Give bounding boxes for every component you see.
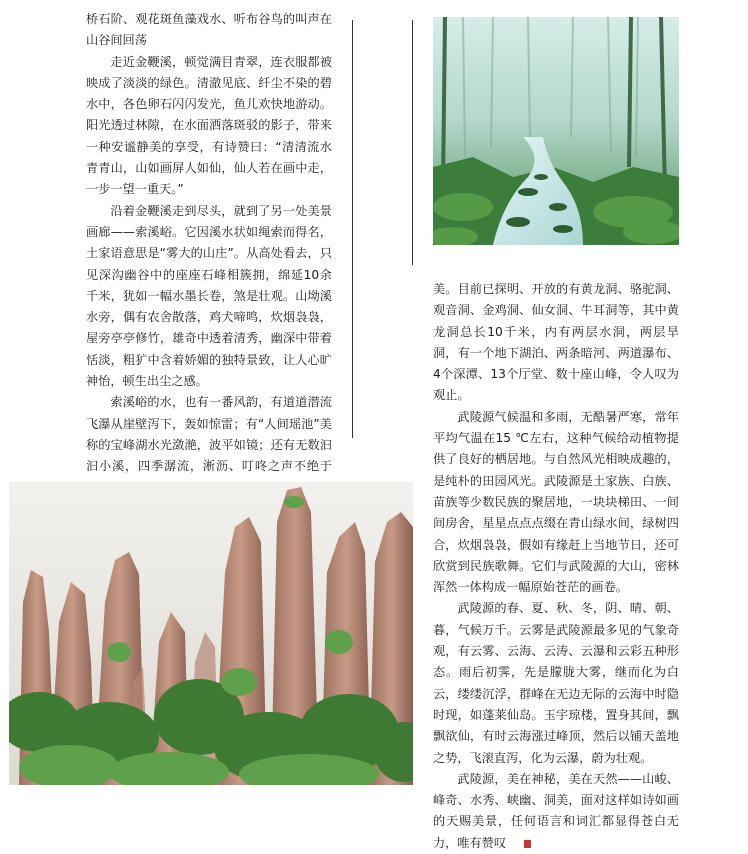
- end-of-article-mark: [524, 840, 531, 848]
- right-paragraph-3: 武陵源的春、夏、秋、冬，阴、晴、朝、暮，气候万千。云雾是武陵源最多见的气象奇观，有云雾、云海、云涛、云瀑和云彩五种形态。雨后初霁，先是朦胧大雾，继而化为白云，缕缕沉浮，群峰在无边无际的云海中时隐时现，如蓬莱仙岛。玉宇琼楼，置身其间，飘飘欲仙，有时云海涨过峰顶，然后以铺天盖地之势，飞滚直泻，化为云瀑，蔚为壮观。: [433, 601, 679, 765]
- right-paragraph-1: 美。目前已探明、开放的有黄龙洞、骆驼洞、观音洞、金鸡洞、仙女洞、牛耳洞等，其中黄龙洞总长10千米，内有两层水洞，两层旱洞，有一个地下湖泊、两条暗河、两道瀑布、4个深潭、13个厅堂、数十座山峰，令人叹为观止。: [433, 282, 679, 403]
- left-paragraph-1: 桥石阶、观花斑鱼藻戏水、听布谷鸟的叫声在山谷间回荡: [86, 12, 332, 48]
- right-paragraph-4-text: 武陵源，美在神秘，美在天然——山峻、峰奇、水秀、峡幽、洞美，面对这样如诗如画的天赐美景，任何语言和词汇都显得苍白无力，唯有赞叹: [433, 771, 679, 850]
- sandstone-peaks-photo: [9, 482, 413, 785]
- right-text-column: [433, 279, 679, 854]
- right-paragraph-2: 武陵源气候温和多雨，无酷暑严寒，常年平均气温在15 ℃左右，这种气候给动植物提供了良好的栖居地。与自然风光相映成趣的，是纯朴的田园风光。武陵源是土家族、白族、苗族等少数民族的聚居地，一块块梯田、一间间房舍，星星点点点缀在青山绿水间，绿树四合，炊烟袅袅，假如有缘赶上当地节日，还可欣赏到民族歌舞。它们与武陵源的大山，密林浑然一体构成一幅原始苍茫的画卷。: [433, 409, 679, 595]
- right-paragraph-4: [433, 769, 679, 854]
- left-paragraph-2: 走近金鞭溪，顿觉满目青翠，连衣服都被映成了淡淡的绿色。清澈见底、纤尘不染的碧水中，各色卵石闪闪发光，鱼儿欢快地游动。阳光透过林隙，在水面洒落斑驳的影子，带来一种安谧静美的享受，有诗赞曰：“清清流水青青山，山如画屏人如仙，仙人若在画中走，一步一望一重天。”: [86, 54, 332, 197]
- column-divider-right: [412, 20, 413, 265]
- column-divider-left: [352, 20, 353, 438]
- left-paragraph-3: 沿着金鞭溪走到尽头，就到了另一处美景画廊——索溪峪。它因溪水状如绳索而得名，土家语意思是“雾大的山庄”。从高处看去，只见深沟幽谷中的座座石峰相簇拥，绵延10余千米，犹如一幅水墨长卷，煞是壮观。山坳溪水旁，偶有农舍散落，鸡犬啼鸣，炊烟袅袅，屋旁亭亭修竹，雄奇中透着清秀，幽深中带着恬淡，粗犷中含着娇媚的独特景致，让人心旷神怡，顿生出尘之感。: [86, 203, 332, 389]
- left-text-column: [86, 9, 332, 541]
- left-paragraph-4: 索溪峪的水，也有一番风韵，有道道潜流飞瀑从崖壁泻下，轰如惊雷；有“人间瑶池”美称的宝峰湖水光潋滟，波平如镜；还有无数汩汩小溪，四季潺流，淅沥、叮咚之声不绝于: [86, 395, 332, 474]
- forest-stream-photo: [433, 17, 679, 245]
